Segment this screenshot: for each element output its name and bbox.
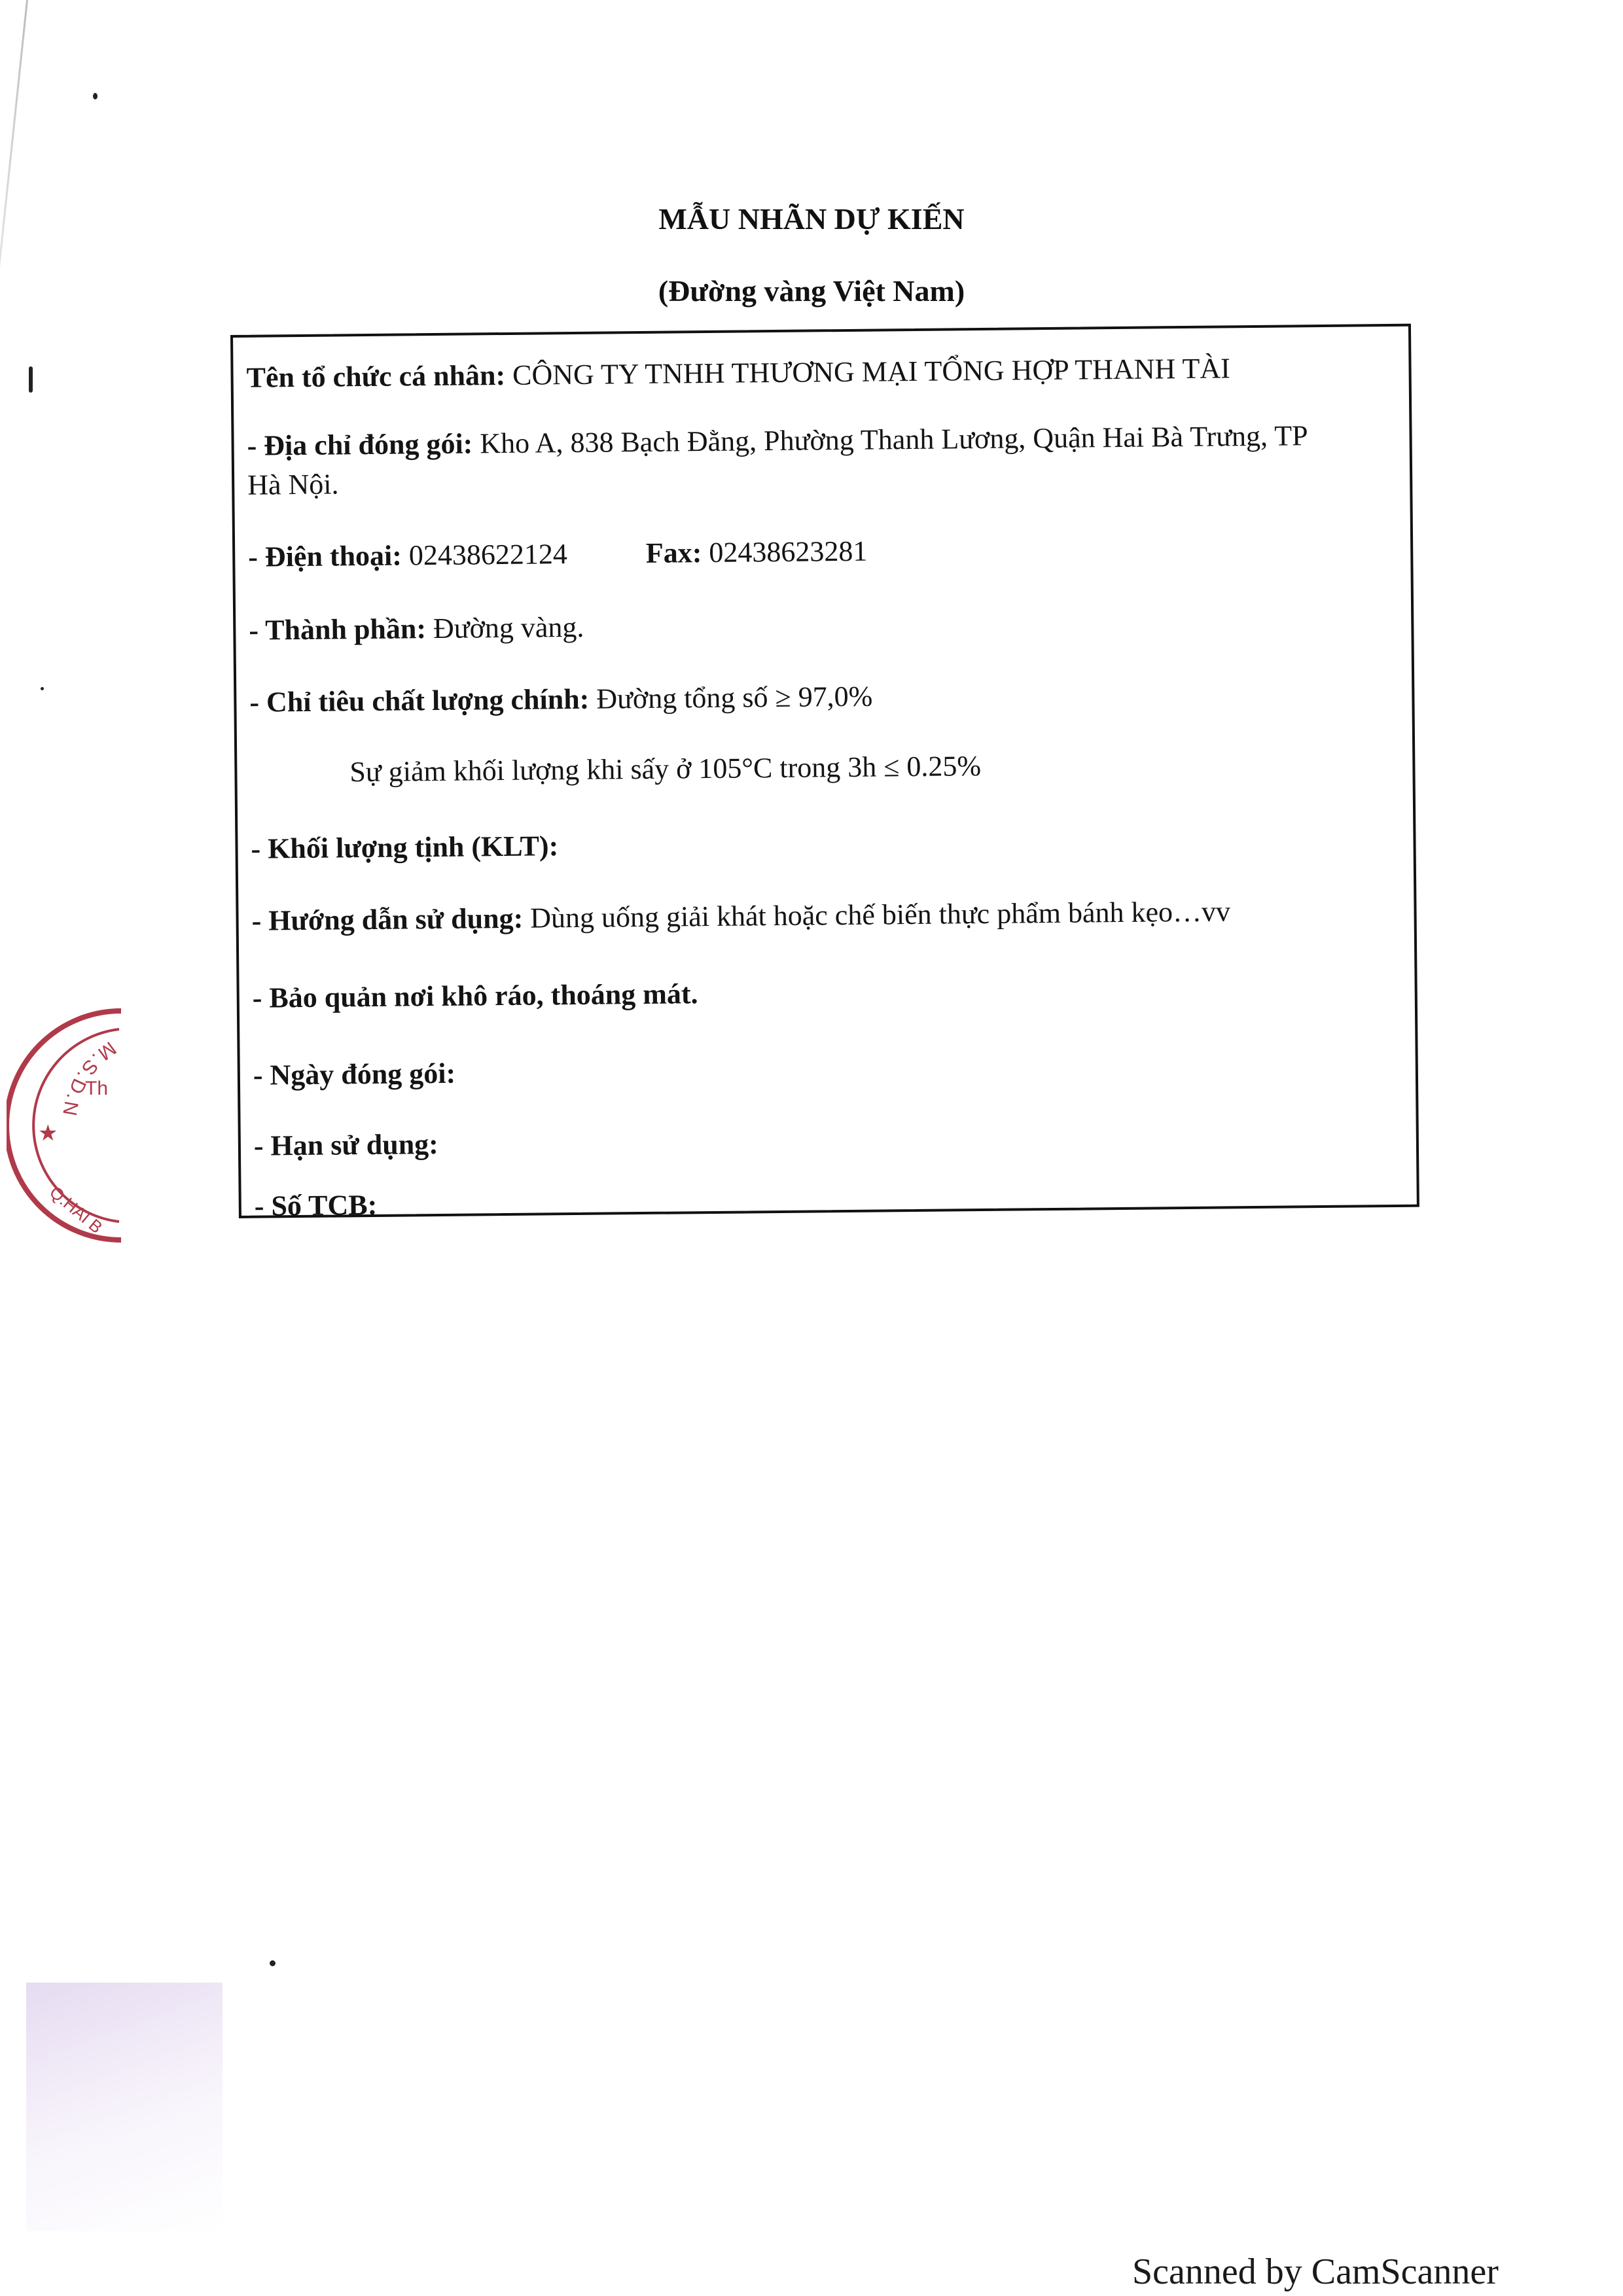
org-row: [246, 347, 1404, 398]
seal-text-1: M.S.D.N: [58, 1037, 120, 1120]
pack-date-key: - Ngày đóng gói:: [253, 1057, 456, 1091]
scan-speck: [29, 366, 33, 393]
storage-key: - Bảo quản nơi khô ráo, thoáng mát.: [252, 978, 698, 1014]
page-subtitle: (Đường vàng Việt Nam): [658, 274, 965, 308]
seal-text-2: Th: [85, 1078, 109, 1099]
label-box: [230, 324, 1419, 1222]
tcb-key: - Số TCB:: [254, 1188, 378, 1222]
usage-row: [251, 891, 1410, 941]
scan-smudge: [26, 1983, 223, 2231]
scanner-watermark: Scanned by CamScanner: [1132, 2252, 1499, 2292]
org-value: CÔNG TY TNHH THƯƠNG MẠI TỔNG HỢP THANH TÀI: [505, 352, 1230, 391]
expiry-key: - Hạn sử dụng:: [253, 1128, 439, 1162]
tcb-row: [254, 1176, 1412, 1226]
usage-key: - Hướng dẫn sử dụng:: [251, 902, 524, 937]
pack-date-row: [253, 1045, 1412, 1095]
scan-speck: [93, 93, 98, 99]
address-value: Kho A, 838 Bạch Đằng, Phường Thanh Lương, Quận Hai Bà Trưng, TP: [473, 419, 1308, 460]
quality-value-2: Sự giảm khối lượng khi sấy ở 105°C trong 3h ≤ 0.25%: [349, 750, 982, 788]
quality-row-2: [349, 741, 1508, 792]
phone-value: 02438622124: [401, 538, 568, 572]
storage-row: [252, 968, 1410, 1018]
ingredients-row: [249, 600, 1407, 650]
scan-speck: [41, 687, 44, 690]
address-key: - Địa chỉ đóng gói:: [247, 427, 473, 462]
page-title: MẪU NHÃN DỰ KIẾN: [658, 202, 965, 236]
fax-value: 02438623281: [702, 535, 868, 569]
seal-star: ★: [38, 1121, 58, 1146]
net-weight-key: - Khối lượng tịnh (KLT):: [251, 830, 559, 865]
phone-key: - Điện thoại:: [248, 539, 402, 573]
usage-value: Dùng uống giải khát hoặc chế biến thực phẩm bánh kẹo…vv: [522, 895, 1231, 934]
address-value-cont: Hà Nội.: [247, 468, 339, 501]
quality-row: [249, 672, 1408, 722]
expiry-row: [254, 1116, 1412, 1166]
org-key: Tên tổ chức cá nhân:: [246, 359, 506, 394]
ingredients-value: Đường vàng.: [425, 610, 584, 645]
fax-key: Fax:: [645, 537, 702, 569]
phone-row: [248, 527, 1406, 577]
net-weight-row: [251, 819, 1409, 869]
quality-key: - Chỉ tiêu chất lượng chính:: [249, 682, 590, 718]
scan-speck: [270, 1960, 276, 1966]
ingredients-key: - Thành phần:: [249, 612, 427, 646]
seal-text-3: Q.HAI B: [46, 1182, 107, 1237]
quality-value: Đường tổng số ≥ 97,0%: [589, 680, 873, 715]
company-seal: [7, 998, 177, 1246]
